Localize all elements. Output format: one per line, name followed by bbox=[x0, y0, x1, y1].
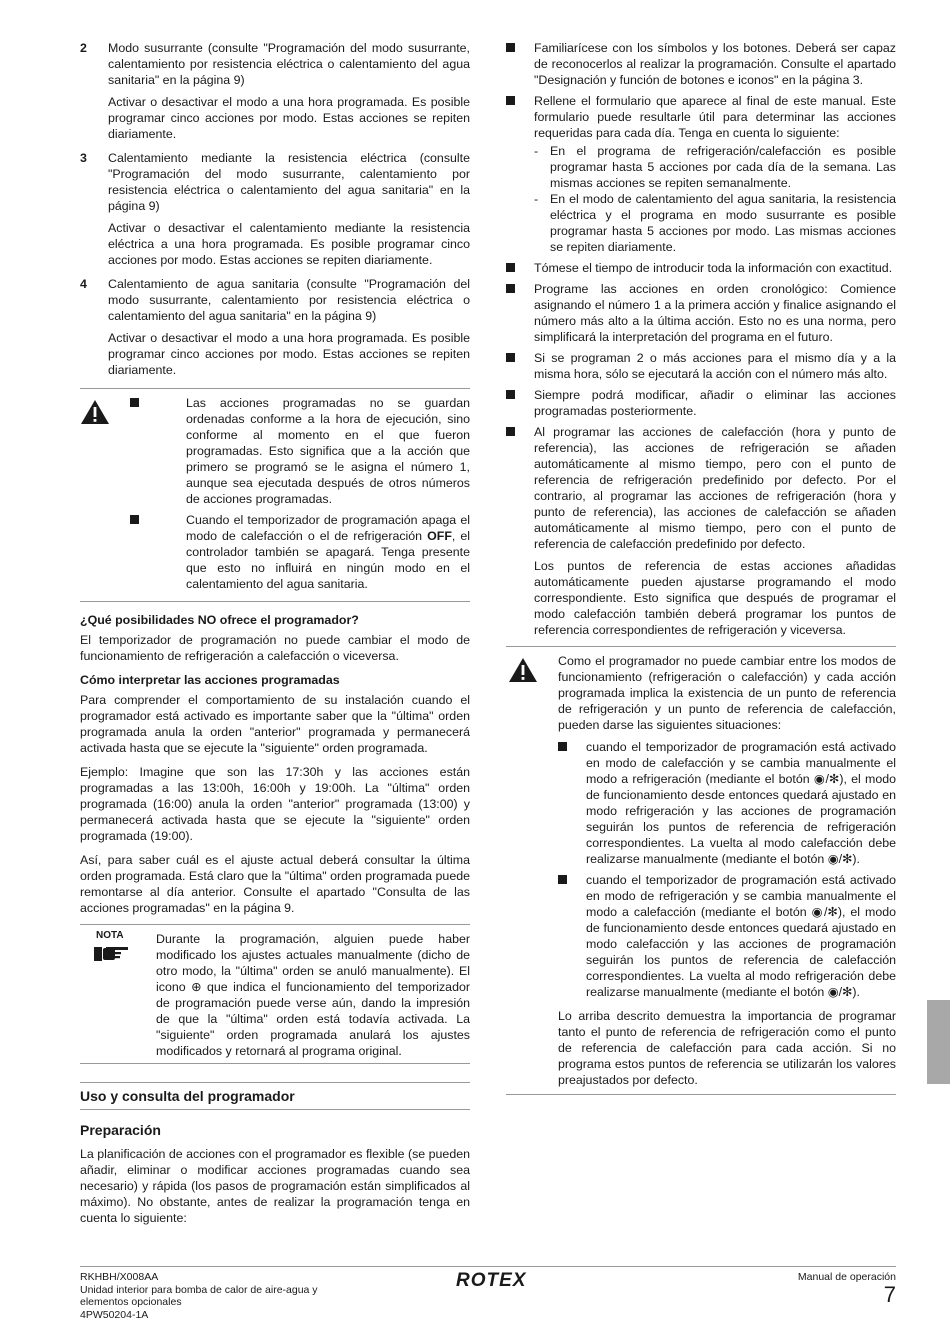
list-item: Si se programan 2 o más acciones para el mismo día y a la misma hora, sólo se ejecutará la acción con el número más alto. bbox=[506, 350, 896, 382]
bullet-square-icon bbox=[506, 427, 515, 436]
footer-desc: elementos opcionales bbox=[80, 1296, 182, 1308]
item-text: Calentamiento de agua sanitaria (consulte "Programación del modo susurrante, calentamiento por resistencia eléctrica o calentamiento del agua sanitaria" en la página 9) bbox=[108, 277, 470, 323]
item-text: Calentamiento mediante la resistencia eléctrica (consulte "Programación del modo susurrante, calentamiento por resistencia eléctrica o calentamiento del agua sanitaria" en la página 9) bbox=[108, 151, 470, 213]
item-text: Modo susurrante (consulte "Programación del modo susurrante, calentamiento por resistencia eléctrica o calentamiento del agua sanitaria" en la página 9) bbox=[108, 41, 470, 87]
footer-code: RKHBH/X008AA bbox=[80, 1271, 159, 1283]
bullet-square-icon bbox=[558, 742, 567, 751]
dash-list bbox=[506, 143, 896, 255]
pointing-hand-icon bbox=[94, 943, 128, 963]
paragraph: Ejemplo: Imagine que son las 17:30h y las acciones están programadas a las 13:00h, 16:00h y 19:00h. La "última" orden programada (16:00) anula la orden "anterior" programada (13:00) y permanecerá activada hasta que se ejecute la "siguiente" orden programada (19:00). bbox=[80, 765, 470, 843]
bullet-square-icon bbox=[506, 390, 515, 399]
warning-box bbox=[80, 388, 470, 602]
bullet-square-icon bbox=[130, 515, 139, 524]
bullet-square-icon bbox=[506, 96, 515, 105]
paragraph: El temporizador de programación no puede cambiar el modo de funcionamiento de refrigeración a calefacción o viceversa. bbox=[80, 633, 470, 663]
list-item bbox=[80, 276, 470, 378]
warning-bullet: Cuando el temporizador de programación apaga el modo de calefacción o el de refrigeración OFF, el controlador también se apagará. Tenga presente que esto no influirá en ningún modo en el calentamiento del agua sanitaria. bbox=[158, 512, 470, 592]
paragraph: Para comprender el comportamiento de su instalación cuando el programador está activado es importante saber que la "última" orden programada anula la orden "anterior" programada y permanecerá activada hasta que se ejecute la "siguiente" orden programada. bbox=[80, 693, 470, 755]
warning-bullet: cuando el temporizador de programación está activado en modo de refrigeración y se cambia manualmente el modo a calefacción (mediante el botón ◉/✻), el modo de funcionamiento desde entonces quedará ajustado en modo calefacción y las acciones de programación seguirán los puntos de referencia de calefacción correspondientes. La vuelta al modo refrigeración debe realizarse manualmente (mediante el botón ◉/✻). bbox=[558, 872, 896, 1000]
paragraph: Los puntos de referencia de estas acciones añadidas automáticamente pueden ajustarse programando el modo correspondiente. Esto significa que después de programar el modo calefacción también deberá programar los puntos de referencia correspondientes de refrigeración y viceversa. bbox=[534, 559, 896, 637]
item-subtext: Activar o desactivar el modo a una hora programada. Es posible programar cinco acciones por modo. Estas acciones se repiten diariamente. bbox=[108, 95, 470, 141]
chapter-tab bbox=[927, 1000, 950, 1084]
list-item bbox=[80, 150, 470, 268]
warning-outro: Lo arriba descrito demuestra la importancia de programar tanto el punto de referencia de refrigeración como el punto de referencia de calefacción para cada acción. Si no programa estos puntos de referencia se utilizarán los valores preajustados por defecto. bbox=[558, 1009, 896, 1087]
warning-box bbox=[506, 646, 896, 1095]
bullet-square-icon bbox=[506, 263, 515, 272]
item-subtext: Activar o desactivar el modo a una hora programada. Es posible programar cinco acciones por modo. Estas acciones se repiten diariamente. bbox=[108, 331, 470, 377]
paragraph: Así, para saber cuál es el ajuste actual deberá consultar la última orden programada. Está claro que la "última" orden programada puede remontarse al día anterior. Consulte el apartado "Consulta de las acciones programadas" en la página 9. bbox=[80, 853, 470, 915]
warning-icon bbox=[508, 657, 538, 683]
bullet-square-icon bbox=[130, 398, 139, 407]
item-subtext: Activar o desactivar el calentamiento mediante la resistencia eléctrica a una hora programada. Es posible programar cinco acciones por modo. Estas acciones se repiten diariamente. bbox=[108, 221, 470, 267]
footer-left bbox=[80, 1271, 318, 1321]
brand-logo: ROTEX bbox=[456, 1270, 527, 1291]
section-title: Uso y consulta del programador bbox=[80, 1082, 470, 1110]
item-number: 3 bbox=[80, 151, 87, 165]
list-item: Siempre podrá modificar, añadir o eliminar las acciones programadas posteriormente. bbox=[506, 387, 896, 419]
section-heading: Cómo interpretar las acciones programadas bbox=[80, 673, 340, 687]
paragraph: La planificación de acciones con el programador es flexible (se pueden añadir, eliminar o modificar acciones programadas cuando sea necesario) y rápida (los pasos de programación están simplificados al máximo). No obstante, antes de realizar la programación tenga en cuenta lo siguiente: bbox=[80, 1147, 470, 1225]
warning-bullet: cuando el temporizador de programación está activado en modo de calefacción y se cambia manualmente el modo a refrigeración (mediante el botón ◉/✻), el modo de funcionamiento desde entonces quedará ajustado en modo refrigeración y las acciones de programación seguirán los puntos de referencia de refrigeración correspondientes. La vuelta al modo calefacción debe realizarse manualmente (mediante el botón ◉/✻). bbox=[558, 739, 896, 867]
page-number: 7 bbox=[883, 1281, 896, 1307]
dash-item: - En el programa de refrigeración/calefacción es posible programar hasta 5 acciones por cada día de la semana. Las mismas acciones se repiten semanalmente. bbox=[534, 144, 896, 190]
bullet-square-icon bbox=[506, 353, 515, 362]
bullet-square-icon bbox=[506, 43, 515, 52]
list-item: Familiarícese con los símbolos y los botones. Deberá ser capaz de reconocerlos al realizar la programación. Consulte el apartado "Designación y función de botones e iconos" en la página 3. bbox=[506, 40, 896, 88]
bullet-square-icon bbox=[558, 875, 567, 884]
section-heading: ¿Qué posibilidades NO ofrece el programador? bbox=[80, 613, 359, 627]
bullet-square-icon bbox=[506, 284, 515, 293]
item-number: 4 bbox=[80, 277, 87, 291]
list-item: Al programar las acciones de calefacción (hora y punto de referencia), las acciones de refrigeración se añaden automáticamente al mismo tiempo, pero con el punto de referencia de refrigeración predefinido por defecto. Por el contrario, al programar las acciones de refrigeración (hora y punto de referencia), las acciones de calefacción se añaden automáticamente al mismo tiempo, pero con el punto de referencia de calefacción predefinido por defecto. bbox=[506, 424, 896, 552]
footer-doc-id: 4PW50204-1A bbox=[80, 1308, 149, 1321]
subsection-title: Preparación bbox=[80, 1122, 161, 1138]
warning-icon bbox=[80, 399, 110, 425]
warning-bullet: Las acciones programadas no se guardan ordenadas conforme a la hora de ejecución, sino conforme al momento en el que fueron programadas. Esto significa que a la acción que primero se programó se le asigna el número 1, aunque sea ejecutada después de otros números de acciones programadas. bbox=[158, 395, 470, 507]
note-box bbox=[80, 924, 470, 1064]
left-column bbox=[80, 40, 470, 1234]
footer-right bbox=[798, 1271, 896, 1306]
list-item: Programe las acciones en orden cronológico: Comience asignando el número 1 a la primera acción y finalice asignando el número más alto a la última acción. Esto no es una norma, pero simplificará la interpretación del programa en el futuro. bbox=[506, 281, 896, 345]
note-label: NOTA bbox=[96, 930, 124, 941]
dash-item: - En el modo de calentamiento del agua sanitaria, la resistencia eléctrica y el programa en modo susurrante es posible programar hasta 5 acciones por modo. Las mismas acciones se repiten diariamente. bbox=[534, 192, 896, 254]
list-item: Tómese el tiempo de introducir toda la información con exactitud. bbox=[506, 260, 896, 276]
warning-intro: Como el programador no puede cambiar entre los modos de funcionamiento (refrigeración o calefacción) y cada acción programada implica la existencia de un punto de referencia de refrigeración y un punto de referencia de calefacción, pueden darse las siguientes situaciones: bbox=[558, 654, 896, 732]
list-item bbox=[80, 40, 470, 142]
note-text: Durante la programación, alguien puede haber modificado los ajustes actuales manualmente (dicho de otro modo, la "última" orden se anuló manualmente). El icono ⊕ que indica el funcionamiento del temporizador de programación puede verse aún, dando la impresión de que la "última" orden está todavía activada. La "siguiente" orden programada anulará los ajustes modificados y retornará al programa original. bbox=[156, 932, 470, 1058]
right-column bbox=[506, 40, 896, 1105]
footer-desc: Unidad interior para bomba de calor de aire-agua y bbox=[80, 1283, 318, 1296]
item-number: 2 bbox=[80, 41, 87, 55]
list-item: Rellene el formulario que aparece al final de este manual. Este formulario puede resultarle útil para determinar las acciones requeridas para cada día. Tenga en cuenta lo siguiente: bbox=[506, 93, 896, 141]
footer-manual-title: Manual de operación bbox=[797, 1271, 896, 1283]
